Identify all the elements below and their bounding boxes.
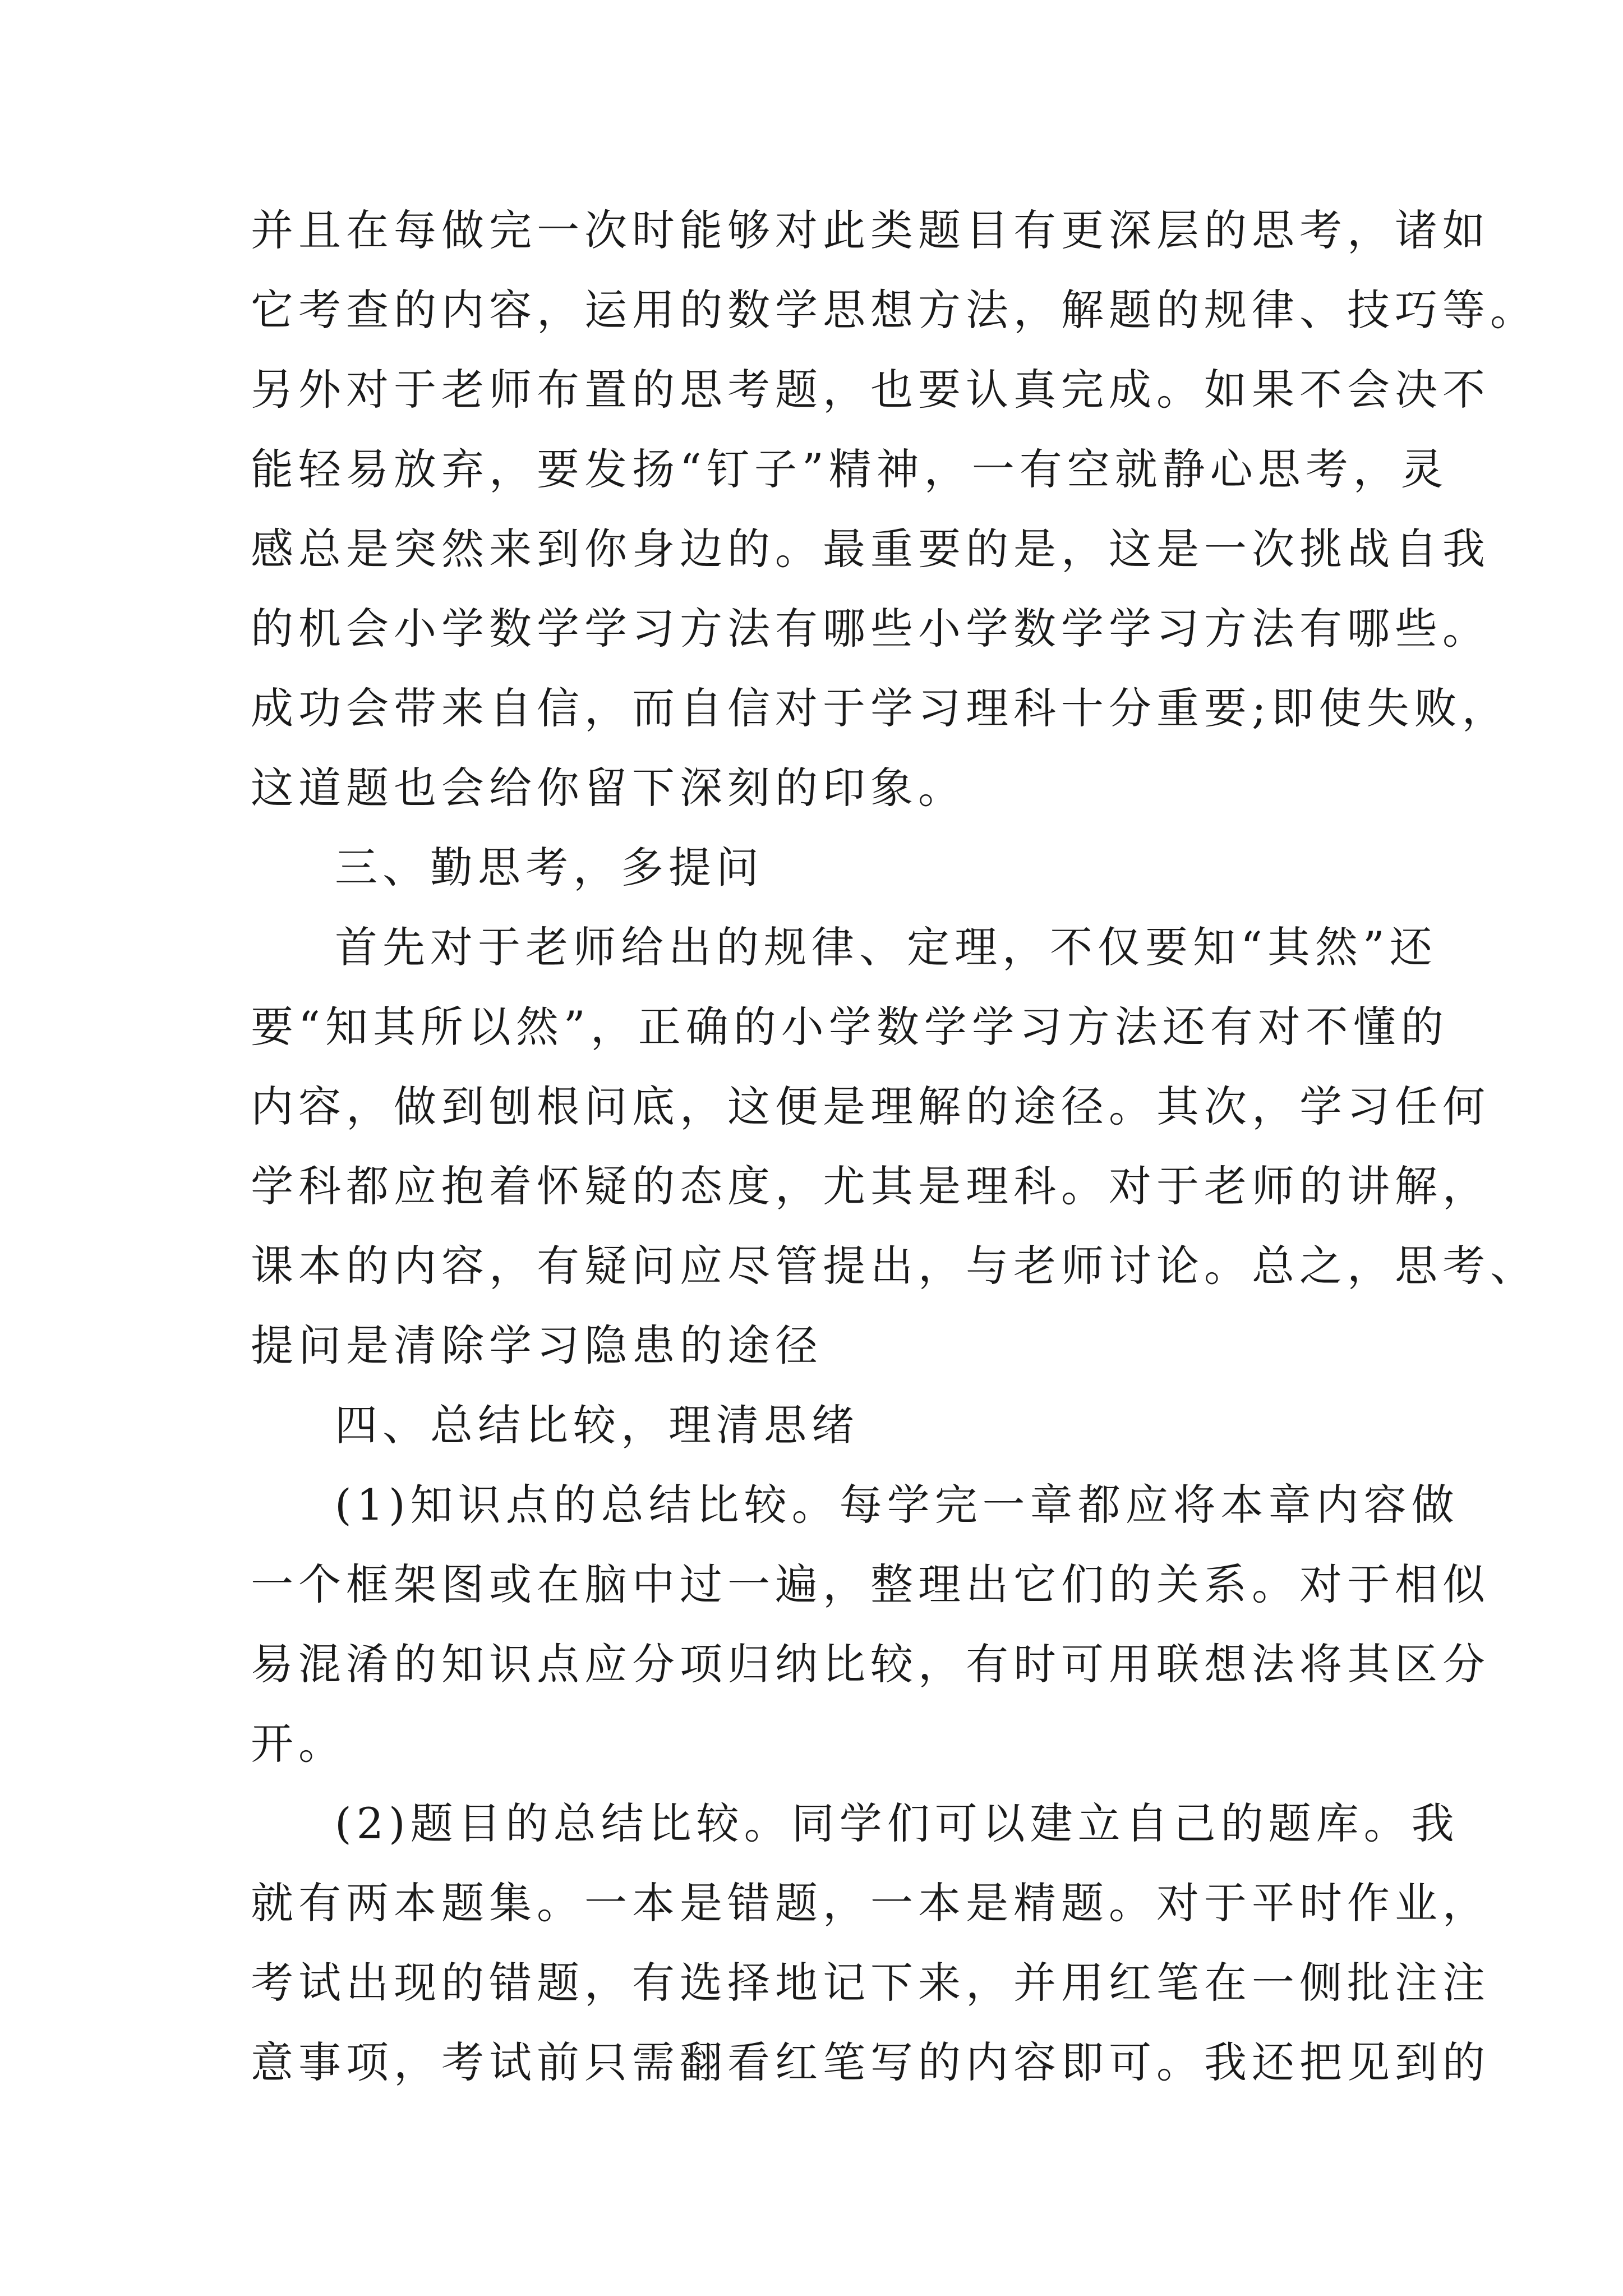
text-line: 开。 [251,1719,346,1769]
body-text [251,191,1538,2102]
text-line: 一个框架图或在脑中过一遍，整理出它们的关系。对于相似 [251,1559,1490,1609]
text-line: 首先对于老师给出的规律、定理，不仅要知“其然”还 [335,922,1437,972]
text-line: (2)题目的总结比较。同学们可以建立自己的题库。我 [335,1798,1459,1848]
text-line: 并且在每做完一次时能够对此类题目有更深层的思考，诸如 [251,205,1490,255]
section-heading: 三、勤思考，多提问 [335,843,764,892]
text-line: 的机会小学数学学习方法有哪些小学数学学习方法有哪些。 [251,604,1490,654]
text-line: 能轻易放弃，要发扬“钉子”精神，一有空就静心思考，灵 [251,444,1449,494]
text-line: 意事项，考试前只需翻看红笔写的内容即可。我还把见到的 [251,2037,1490,2087]
text-line: 易混淆的知识点应分项归纳比较，有时可用联想法将其区分 [251,1639,1490,1689]
text-line: (1)知识点的总结比较。每学完一章都应将本章内容做 [335,1480,1459,1530]
text-line: 它考查的内容，运用的数学思想方法，解题的规律、技巧等。 [251,285,1538,335]
text-line: 考试出现的错题，有选择地记下来，并用红笔在一侧批注注 [251,1958,1490,2008]
text-line: 就有两本题集。一本是错题，一本是精题。对于平时作业， [251,1878,1490,1928]
text-line: 要“知其所以然”，正确的小学数学学习方法还有对不懂的 [251,1002,1449,1052]
text-line: 成功会带来自信，而自信对于学习理科十分重要;即使失败， [251,683,1510,733]
text-line: 学科都应抱着怀疑的态度，尤其是理科。对于老师的讲解， [251,1161,1490,1211]
text-line: 感总是突然来到你身边的。最重要的是，这是一次挑战自我 [251,524,1490,574]
text-line: 另外对于老师布置的思考题，也要认真完成。如果不会决不 [251,365,1490,415]
section-heading: 四、总结比较，理清思绪 [335,1400,859,1450]
text-line: 课本的内容，有疑问应尽管提出，与老师讨论。总之，思考、 [251,1241,1538,1291]
text-line: 这道题也会给你留下深刻的印象。 [251,763,966,813]
text-line: 提问是清除学习隐患的途径 [251,1320,823,1370]
text-line: 内容，做到刨根问底，这便是理解的途径。其次，学习任何 [251,1082,1490,1131]
